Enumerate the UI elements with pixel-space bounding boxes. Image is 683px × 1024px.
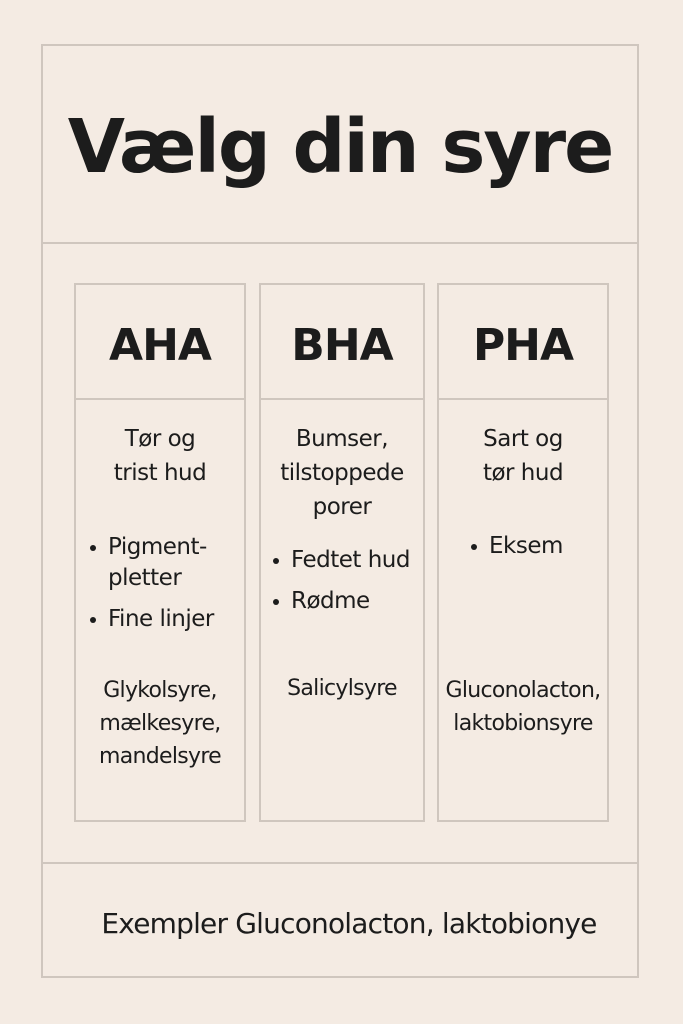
- page-title: Vælg din syre: [67, 104, 613, 190]
- acid-examples: Salicylsyre: [287, 676, 397, 701]
- acid-examples: Glykolsyre, mælkesyre, mandelsyre: [98, 678, 222, 769]
- skin-type: Sart og tør hud: [482, 426, 564, 486]
- column-body: [261, 400, 423, 820]
- footer-text: Exempler Gluconolacton, laktobionye: [101, 906, 597, 940]
- title-section: [43, 46, 637, 244]
- concern-list: [469, 531, 563, 572]
- column-body: [439, 400, 607, 820]
- acid-examples: Gluconolacton, laktobionsyre: [445, 678, 601, 736]
- acid-column-aha: [74, 283, 246, 822]
- acid-column-bha: [259, 283, 425, 822]
- list-item: Eksem: [469, 531, 563, 562]
- skin-type: Bumser, tilstoppede porer: [280, 426, 404, 520]
- concern-list: [271, 545, 410, 627]
- skin-type: Tør og trist hud: [113, 426, 207, 486]
- acid-column-pha: [437, 283, 609, 822]
- list-item: Fedtet hud: [271, 545, 410, 576]
- column-body: [76, 400, 244, 820]
- column-header: [261, 285, 423, 400]
- acid-name: AHA: [109, 320, 211, 371]
- column-header: [76, 285, 244, 400]
- acid-name: BHA: [291, 320, 393, 371]
- acid-name: PHA: [472, 320, 574, 371]
- footer-section: [43, 862, 637, 976]
- concern-list: [88, 532, 214, 645]
- list-item: Pigment- pletter: [88, 532, 214, 594]
- list-item: Rødme: [271, 586, 410, 617]
- column-header: [439, 285, 607, 400]
- list-item: Fine linjer: [88, 604, 214, 635]
